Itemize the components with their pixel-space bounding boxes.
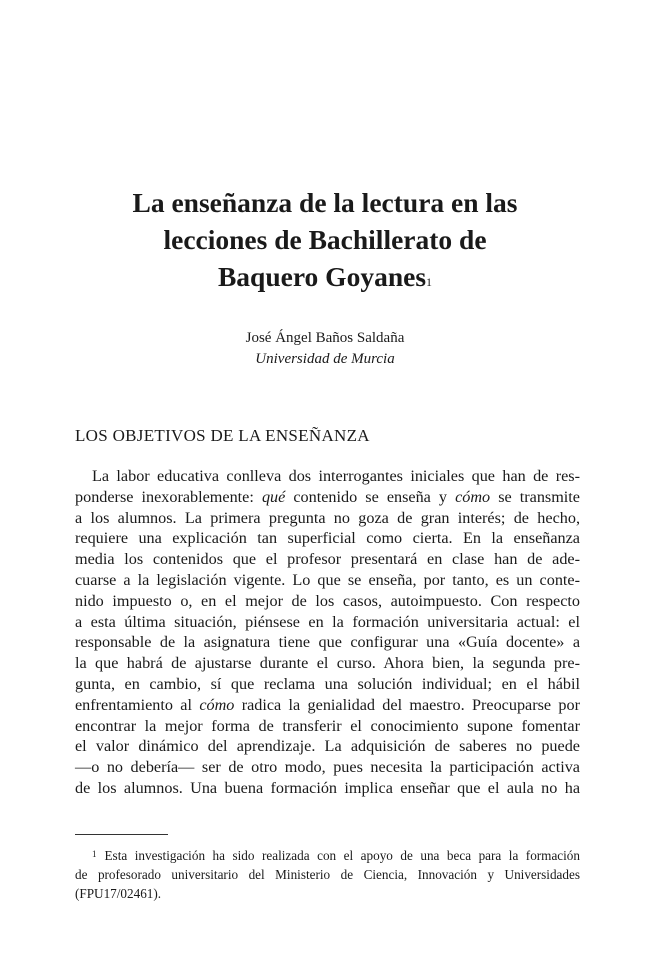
title-line-3 xyxy=(60,258,590,295)
title-footnote-ref[interactable]: 1 xyxy=(426,275,433,289)
paragraph-line: a los alumnos. La primera pregunta no goza de gran interés; de hecho, xyxy=(75,508,580,527)
paragraph-line: encontrar la mejor forma de transferir el conocimiento supone fomentar xyxy=(75,716,580,735)
paragraph-line: de los alumnos. Una buena formación implica enseñar que el aula no ha xyxy=(75,778,580,797)
paragraph-line: cuarse a la legislación vigente. Lo que se enseña, por tanto, es un conte- xyxy=(75,570,580,589)
footnote xyxy=(75,846,580,903)
footnote-divider xyxy=(75,834,168,835)
text-run: enfrentamiento al xyxy=(75,695,200,714)
paragraph-line: requiere una explicación tan superficial como cierta. En la enseñanza xyxy=(75,529,580,548)
footnote-line: de profesorado universitario del Ministerio de Ciencia, Innovación y Universidades xyxy=(75,867,580,882)
paragraph-line: media los contenidos que el profesor presentará en clase han de ade- xyxy=(75,550,580,569)
text-run: se transmite xyxy=(490,487,580,506)
paragraph-line: la que habrá de ajustarse durante el curso. Ahora bien, la segunda pre- xyxy=(75,654,580,673)
author-name: José Ángel Baños Saldaña xyxy=(245,330,405,346)
title-line-2: lecciones de Bachillerato de xyxy=(163,224,487,255)
paragraph-line: nido impuesto o, en el mejor de los casos, autoimpuesto. Con respecto xyxy=(75,591,580,610)
footnote-line: (FPU17/02461). xyxy=(75,886,162,901)
paragraph-line: el valor dinámico del aprendizaje. La adquisición de saberes no puede xyxy=(75,737,580,756)
paragraph-line: —o no debería— ser de otro modo, pues necesita la participación activa xyxy=(75,758,580,777)
body-paragraph xyxy=(75,466,580,799)
paragraph-line: responsable de la asignatura tiene que configurar una «Guía docente» a xyxy=(75,633,580,652)
footnote-marker: 1 xyxy=(92,849,97,859)
paragraph-line: gunta, en cambio, sí que reclama una solución individual; en el hábil xyxy=(75,674,580,693)
text-run: radica la genialidad del maestro. Preocuparse por xyxy=(234,695,580,714)
footnote-line xyxy=(75,846,580,865)
section-heading: LOS OBJETIVOS DE LA ENSEÑANZA xyxy=(75,426,370,445)
chapter-title xyxy=(60,184,590,295)
title-line-1: La enseñanza de la lectura en las xyxy=(132,187,518,218)
title-line-3-text: Baquero Goyanes xyxy=(217,261,427,292)
text-run: contenido se enseña y xyxy=(285,487,456,506)
emphasis-que: qué xyxy=(261,487,286,506)
text-run: ponderse inexorablemente: xyxy=(75,487,262,506)
author-affiliation: Universidad de Murcia xyxy=(255,351,395,367)
paragraph-line: a esta última situación, piénsese en la formación universitaria actual: el xyxy=(75,612,580,631)
paragraph-line xyxy=(75,695,580,716)
emphasis-como: cómo xyxy=(455,487,491,506)
footnote-text: Esta investigación ha sido realizada con el apoyo de una beca para la formación xyxy=(104,848,580,863)
paragraph-line xyxy=(75,487,580,508)
paragraph-line: La labor educativa conlleva dos interrogantes iniciales que han de res- xyxy=(92,467,580,485)
emphasis-como: cómo xyxy=(199,695,235,714)
